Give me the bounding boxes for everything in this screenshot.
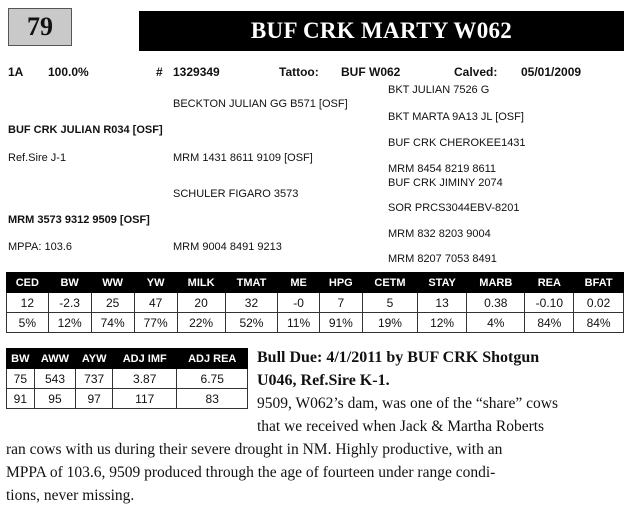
epd-value-2: 25 bbox=[91, 293, 134, 313]
epd-percentile-10: 4% bbox=[467, 313, 525, 333]
tattoo-label: Tattoo: bbox=[279, 65, 319, 79]
dam-name: MRM 3573 9312 9509 [OSF] bbox=[8, 214, 150, 226]
perf-values-row bbox=[7, 369, 248, 389]
lot-number: 79 bbox=[8, 8, 72, 46]
epd-percentile-8: 19% bbox=[362, 313, 417, 333]
narrative-line5: ran cows with us during their severe drought in NM. Highly productive, with an bbox=[6, 441, 503, 458]
calved-value: 05/01/2009 bbox=[521, 65, 582, 79]
tattoo-value: BUF W062 bbox=[341, 65, 401, 79]
epd-header-3: YW bbox=[134, 273, 177, 293]
perf-ratio-row bbox=[7, 389, 248, 409]
perf-value-2: 737 bbox=[76, 369, 113, 389]
perf-value-4: 6.75 bbox=[177, 369, 248, 389]
perf-ratio-3: 117 bbox=[113, 389, 177, 409]
epd-header-6: ME bbox=[278, 273, 319, 293]
narrative-line6: MPPA of 103.6, 9509 produced through the age of fourteen under range condi- bbox=[6, 464, 496, 481]
performance-table bbox=[6, 348, 248, 409]
narrative-line3: 9509, W062’s dam, was one of the “share” cows bbox=[257, 395, 559, 412]
perf-header-4: ADJ REA bbox=[177, 349, 248, 369]
epd-percentile-9: 12% bbox=[418, 313, 467, 333]
sire-note: Ref.Sire J-1 bbox=[8, 152, 67, 164]
epd-percentile-0: 5% bbox=[7, 313, 49, 333]
sire-sire: BECKTON JULIAN GG B571 [OSF] bbox=[173, 98, 348, 110]
epd-header-11: REA bbox=[525, 273, 574, 293]
dd-sire: MRM 832 8203 9004 bbox=[388, 228, 491, 240]
epd-value-8: 5 bbox=[362, 293, 417, 313]
epd-header-row bbox=[7, 273, 624, 293]
animal-name: BUF CRK MARTY W062 bbox=[139, 11, 624, 51]
epd-percentile-6: 11% bbox=[278, 313, 319, 333]
epd-percentile-1: 12% bbox=[48, 313, 91, 333]
epd-percentile-3: 77% bbox=[134, 313, 177, 333]
epd-header-5: TMAT bbox=[225, 273, 278, 293]
epd-value-9: 13 bbox=[418, 293, 467, 313]
perf-ratio-1: 95 bbox=[34, 389, 76, 409]
epd-value-0: 12 bbox=[7, 293, 49, 313]
epd-percentile-5: 52% bbox=[225, 313, 278, 333]
narrative-line7: tions, never missing. bbox=[6, 487, 135, 504]
epd-value-3: 47 bbox=[134, 293, 177, 313]
ss-sire: BKT JULIAN 7526 G bbox=[388, 84, 490, 96]
dam-sire: SCHULER FIGARO 3573 bbox=[173, 188, 299, 200]
sire-dam: MRM 1431 8611 9109 [OSF] bbox=[173, 152, 313, 164]
epd-header-7: HPG bbox=[319, 273, 362, 293]
epd-value-4: 20 bbox=[177, 293, 225, 313]
dam-note: MPPA: 103.6 bbox=[8, 241, 72, 253]
epd-percentile-2: 74% bbox=[91, 313, 134, 333]
perf-ratio-0: 91 bbox=[7, 389, 35, 409]
ds-dam: SOR PRCS3044EBV-8201 bbox=[388, 202, 520, 214]
epd-value-12: 0.02 bbox=[574, 293, 624, 313]
epd-header-1: BW bbox=[48, 273, 91, 293]
percent: 100.0% bbox=[48, 65, 89, 79]
narrative-line4: that we received when Jack & Martha Roberts bbox=[257, 418, 545, 435]
reg-label: # bbox=[156, 65, 163, 79]
epd-header-10: MARB bbox=[467, 273, 525, 293]
epd-percentile-12: 84% bbox=[574, 313, 624, 333]
epd-value-5: 32 bbox=[225, 293, 278, 313]
epd-header-0: CED bbox=[7, 273, 49, 293]
perf-header-1: AWW bbox=[34, 349, 76, 369]
epd-value-7: 7 bbox=[319, 293, 362, 313]
reg-number: 1329349 bbox=[173, 65, 220, 79]
perf-value-0: 75 bbox=[7, 369, 35, 389]
epd-header-2: WW bbox=[91, 273, 134, 293]
perf-value-1: 543 bbox=[34, 369, 76, 389]
epd-value-1: -2.3 bbox=[48, 293, 91, 313]
epd-header-12: BFAT bbox=[574, 273, 624, 293]
epd-value-11: -0.10 bbox=[525, 293, 574, 313]
dam-dam: MRM 9004 8491 9213 bbox=[173, 241, 282, 253]
ds-sire: BUF CRK JIMINY 2074 bbox=[388, 177, 503, 189]
bull-due-line1: Bull Due: 4/1/2011 by BUF CRK Shotgun bbox=[257, 349, 540, 366]
dd-dam: MRM 8207 7053 8491 bbox=[388, 253, 497, 265]
bull-due-line2: U046, Ref.Sire K-1. bbox=[257, 372, 390, 389]
epd-table bbox=[6, 272, 624, 333]
perf-header-2: AYW bbox=[76, 349, 113, 369]
ss-dam: BKT MARTA 9A13 JL [OSF] bbox=[388, 111, 524, 123]
epd-value-10: 0.38 bbox=[467, 293, 525, 313]
sd-sire: BUF CRK CHEROKEE1431 bbox=[388, 137, 526, 149]
epd-value-6: -0 bbox=[278, 293, 319, 313]
epd-header-8: CETM bbox=[362, 273, 417, 293]
calved-label: Calved: bbox=[454, 65, 498, 79]
perf-ratio-2: 97 bbox=[76, 389, 113, 409]
perf-header-0: BW bbox=[7, 349, 35, 369]
epd-percentile-7: 91% bbox=[319, 313, 362, 333]
perf-value-3: 3.87 bbox=[113, 369, 177, 389]
sd-dam: MRM 8454 8219 8611 bbox=[388, 163, 497, 175]
epd-header-9: STAY bbox=[418, 273, 467, 293]
sire-name: BUF CRK JULIAN R034 [OSF] bbox=[8, 124, 163, 136]
epd-percentile-row bbox=[7, 313, 624, 333]
perf-ratio-4: 83 bbox=[177, 389, 248, 409]
perf-header-row bbox=[7, 349, 248, 369]
epd-header-4: MILK bbox=[177, 273, 225, 293]
tattoo-prefix: 1A bbox=[8, 65, 24, 79]
epd-percentile-4: 22% bbox=[177, 313, 225, 333]
perf-header-3: ADJ IMF bbox=[113, 349, 177, 369]
epd-percentile-11: 84% bbox=[525, 313, 574, 333]
epd-values-row bbox=[7, 293, 624, 313]
